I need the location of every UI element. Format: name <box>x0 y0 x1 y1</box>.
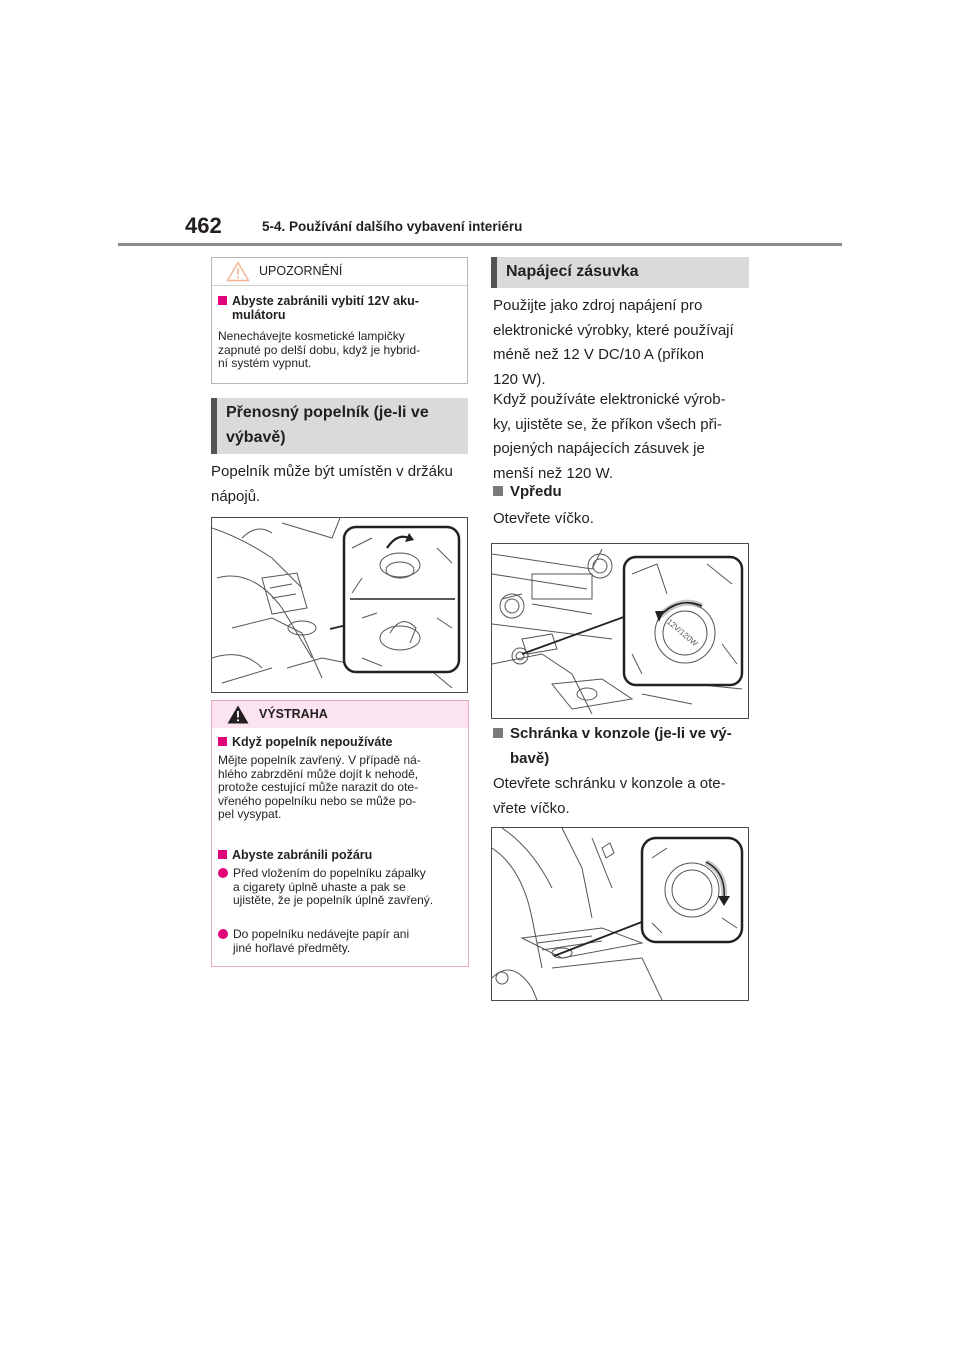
front-label: Vpředu <box>493 480 562 505</box>
warning-title: VÝSTRAHA <box>259 707 328 721</box>
warning-box <box>211 700 469 967</box>
pink-square-bullet-icon <box>218 737 227 746</box>
front-instruction: Otevřete víčko. <box>493 510 594 527</box>
ashtray-description: Popelník může být umístěn v držáku nápojů. <box>211 463 453 505</box>
front-outlet-illustration <box>491 543 749 719</box>
pink-circle-bullet-icon <box>218 929 228 939</box>
page-number: 462 <box>185 213 222 238</box>
warning-bullet1: Před vložením do popelníku zápalky a cigarety úplně uhaste a pak se ujistěte, že je popelník úplně zavřený. <box>218 867 433 908</box>
socket-label-text: 12V/120W <box>665 617 700 649</box>
caution-header <box>212 258 467 286</box>
console-outlet-illustration <box>491 827 749 1001</box>
warning-bullet2: Do popelníku nedávejte papír ani jiné hořlavé předměty. <box>218 928 409 955</box>
power-outlet-paragraph-1: Použijte jako zdroj napájení pro elektronické výrobky, které používají méně než 12 V DC/10 A (příkon 120 W). <box>493 297 734 388</box>
pink-square-bullet-icon <box>218 850 227 859</box>
gray-square-bullet-icon <box>493 486 503 496</box>
pink-circle-bullet-icon <box>218 868 228 878</box>
power-outlet-heading: Napájecí zásuvka <box>491 257 749 288</box>
caution-body: Nenechávejte kosmetické lampičky zapnuté po delší dobu, když je hybrid- ní systém vypnut. <box>218 329 421 370</box>
warning-header <box>212 701 468 728</box>
header-rule <box>118 243 842 246</box>
caution-subtitle: Abyste zabránili vybití 12V aku- mulátoru <box>218 294 419 322</box>
ashtray-heading: Přenosný popelník (je-li ve výbavě) <box>211 398 468 454</box>
ashtray-illustration <box>211 517 468 693</box>
warning-triangle-icon <box>226 704 250 725</box>
gray-square-bullet-icon <box>493 728 503 738</box>
caution-box <box>211 257 468 384</box>
caution-triangle-icon <box>226 261 250 282</box>
caution-title: UPOZORNĚNÍ <box>259 264 343 278</box>
warning-sub2: Abyste zabránili požáru <box>218 848 372 862</box>
warning-sub1-text: Mějte popelník zavřený. V případě ná- hlého zabrzdění může dojít k nehodě, protože cestující může narazit do ote- vřeného popelníku nebo se může po- pel vysypat. <box>218 753 421 821</box>
warning-sub1: Když popelník nepoužíváte <box>218 735 392 749</box>
console-instruction: Otevřete schránku v konzole a ote- vřete víčko. <box>493 775 726 817</box>
pink-square-bullet-icon <box>218 296 227 305</box>
console-label: Schránka v konzole (je-li ve vý- bavě) <box>493 722 732 771</box>
power-outlet-paragraph-2: Když používáte elektronické výrob- ky, ujistěte se, že příkon všech při- pojených napájecích zásuvek je menší než 120 W. <box>493 391 726 482</box>
section-title: 5-4. Používání dalšího vybavení interiéru <box>262 219 523 234</box>
